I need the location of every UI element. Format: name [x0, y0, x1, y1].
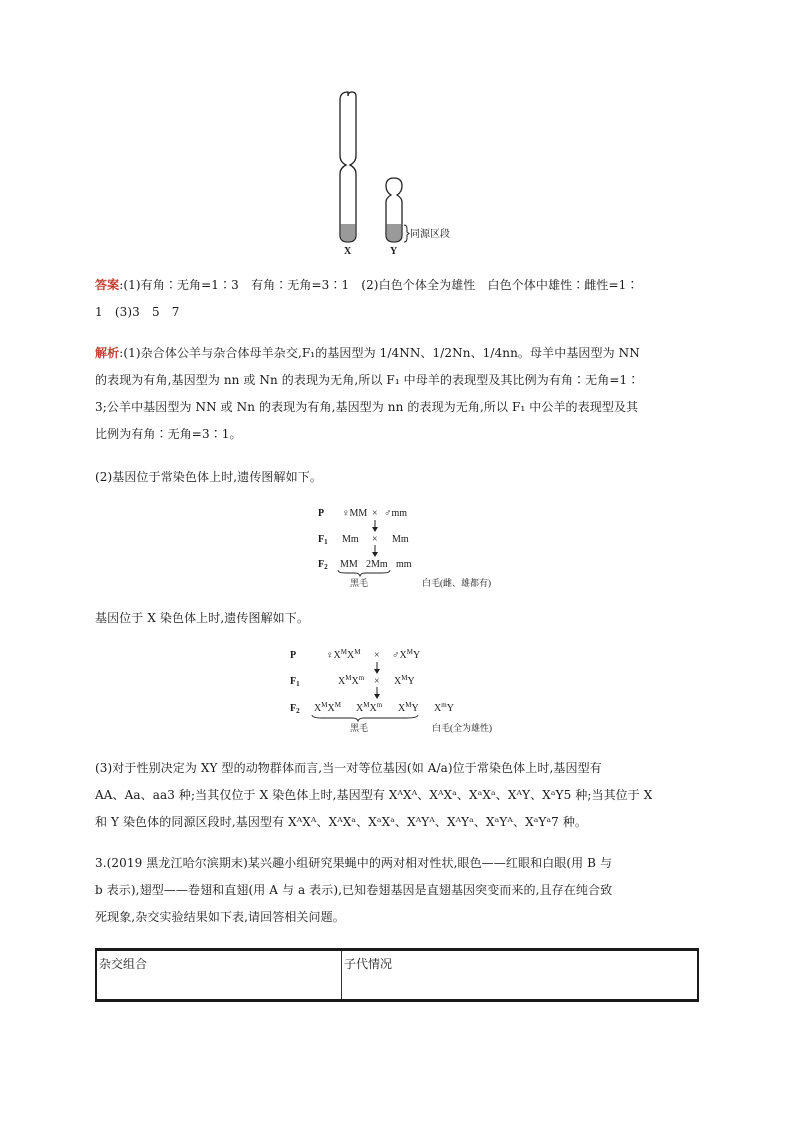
f2-xmxr-genotype: $X^MX^m$ — [356, 701, 383, 714]
f1-male-genotype: $X^MY$ — [394, 674, 415, 687]
p-female-genotype: $♀X^MX^M$ — [326, 648, 361, 661]
f2-xmxm-genotype: $X^MX^M$ — [314, 701, 341, 714]
f1-cross: × — [372, 534, 378, 545]
f1-label: $F_1$ — [318, 534, 328, 546]
cross-results-table — [95, 948, 699, 1002]
table-header-row — [96, 950, 698, 1001]
x-chromosome — [340, 92, 356, 242]
black-label: 黑毛 — [350, 723, 369, 733]
answer-tag: 答案 — [95, 278, 120, 292]
p-male-genotype: $♂X^MY$ — [392, 648, 421, 661]
f2-xry-genotype: $X^mY$ — [434, 701, 454, 714]
question3-block — [95, 850, 715, 931]
part3-line3: 和 Y 染色体的同源区段时,基因型有 XᴬXᴬ、XᴬXᵃ、XᵃXᵃ、XᴬYᴬ、XᴬYᵃ、XᵃYᴬ、XᵃYᵃ7 种。 — [95, 815, 588, 829]
f1-cross: × — [374, 676, 380, 687]
region-brace — [404, 225, 409, 242]
black-brace — [338, 570, 390, 576]
x-homologous-region — [341, 224, 356, 241]
f2-mm-dominant: MM — [340, 559, 358, 570]
analysis-line3: 3;公羊中基因型为 NN 或 Nn 的表现为有角,基因型为 nn 的表现为无角,所以 F₁ 中公羊的表现型及其 — [95, 400, 639, 414]
chromosome-figure — [320, 92, 450, 262]
answer-block — [95, 272, 715, 326]
p-cross: × — [374, 650, 380, 661]
f2-label: $F_2$ — [318, 559, 328, 571]
analysis-block — [95, 340, 715, 448]
analysis-line2: 的表现为有角,基因型为 nn 或 Nn 的表现为无角,所以 F₁ 中母羊的表现型及其比例为有角∶无角=1∶ — [95, 373, 640, 387]
black-brace — [312, 715, 418, 721]
p-label: P — [290, 650, 297, 661]
y-label: Y — [390, 246, 398, 257]
analysis-line4: 比例为有角∶无角=3∶1。 — [95, 427, 242, 441]
autosome-intro: (2)基因位于常染色体上时,遗传图解如下。 — [95, 470, 322, 484]
p-male: ♂mm — [384, 508, 408, 519]
white-label: 白毛(全为雄性) — [432, 723, 492, 733]
x-label: X — [344, 246, 352, 257]
f2-label: $F_2$ — [290, 703, 300, 715]
black-label: 黑毛 — [350, 578, 369, 588]
f1-left: Mm — [342, 534, 359, 545]
question3-line1: 3.(2019 黑龙江哈尔滨期末)某兴趣小组研究果蝇中的两对相对性状,眼色——红眼和白眼(用 B 与 — [95, 856, 613, 870]
question3-line2: b 表示),翅型——卷翅和直翅(用 A 与 a 表示),已知卷翅基因是直翅基因突变而来的,且存在纯合致 — [95, 883, 613, 897]
f1-label: $F_1$ — [290, 676, 300, 688]
f1-female-genotype: $X^MX^m$ — [338, 674, 365, 687]
part3-block — [95, 755, 715, 836]
y-homologous-region — [387, 224, 402, 241]
part3-line1: (3)对于性别决定为 XY 型的动物群体而言,当一对等位基因(如 A/a)位于常染色体上时,基因型有 — [95, 761, 602, 775]
header-cross-combination: 杂交组合 — [96, 950, 342, 1001]
f2-mm-recessive: mm — [396, 559, 412, 570]
x-intro: 基因位于 X 染色体上时,遗传图解如下。 — [95, 611, 309, 625]
p-label: P — [318, 508, 325, 519]
f2-2mm: 2Mm — [366, 559, 388, 570]
header-offspring: 子代情况 — [342, 950, 699, 1001]
f1-right: Mm — [392, 534, 409, 545]
region-label: 同源区段 — [410, 229, 450, 240]
x-linked-cross-diagram — [284, 644, 524, 740]
p-cross: × — [372, 508, 378, 519]
f2-xmy-genotype: $X^MY$ — [398, 701, 419, 714]
answer-line2: 1 (3)3 5 7 — [95, 305, 180, 319]
answer-line1: :(1)有角∶无角=1∶3 有角∶无角=3∶1 (2)白色个体全为雄性 白色个体中雄性∶雌性=1∶ — [119, 278, 639, 292]
part3-line2: AA、Aa、aa3 种;当其仅位于 X 染色体上时,基因型有 XᴬXᴬ、XᴬXᵃ、XᵃXᵃ、XᴬY、XᵃY5 种;当其位于 X — [95, 788, 653, 802]
p-female: ♀MM — [342, 508, 368, 519]
analysis-line1: :(1)杂合体公羊与杂合体母羊杂交,F₁的基因型为 1/4NN、1/2Nn、1/4nn。母羊中基因型为 NN — [119, 346, 640, 360]
question3-line3: 死现象,杂交实验结果如下表,请回答相关问题。 — [95, 910, 345, 924]
white-label: 白毛(雌、雄都有) — [422, 578, 491, 588]
analysis-tag: 解析 — [95, 346, 120, 360]
autosomal-cross-diagram — [310, 502, 510, 594]
